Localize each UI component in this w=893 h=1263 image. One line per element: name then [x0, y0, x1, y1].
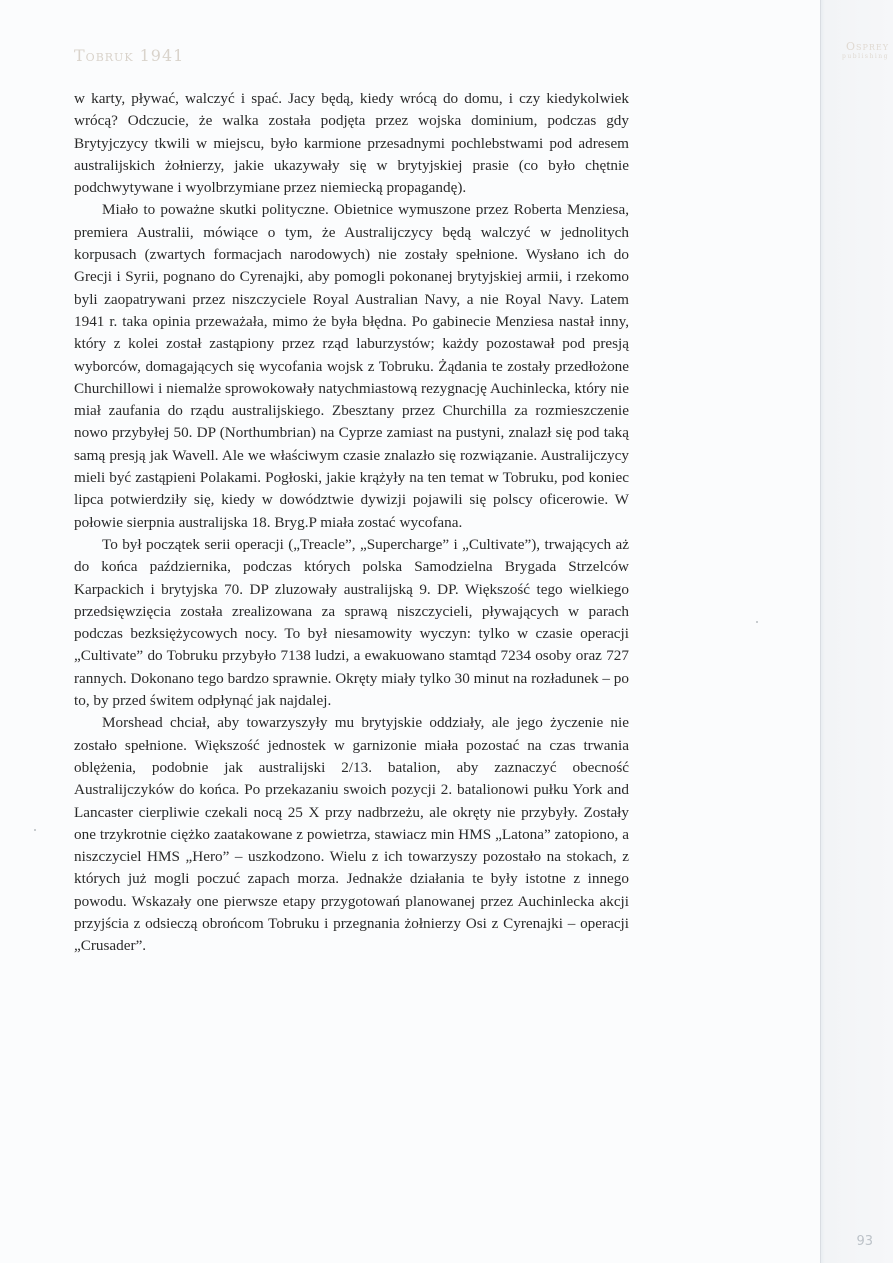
publisher-brand: Osprey: [845, 40, 889, 53]
paragraph-1: w karty, pływać, walczyć i spać. Jacy będą, kiedy wrócą do domu, i czy kiedykolwiek wrócą? Odczucie, że walka została podjęta przez wojska dominium, podczas gdy Brytyjczycy tkwili w miejscu, było karmione przesadnymi pochlebstwami pod adresem australijskich żołnierzy, jakie ukazywały się w brytyjskiej prasie (co było chętnie podchwytywane i wyolbrzymiane przez niemiecką propagandę).: [74, 90, 629, 197]
running-title: Tobruk 1941: [74, 46, 185, 65]
paragraph-2: Miało to poważne skutki polityczne. Obietnice wymuszone przez Roberta Menziesa, premiera Australii, mówiące o tym, że Australijczycy będą walczyć w jednolitych korpusach (zwartych formacjach narodowych) nie zostały spełnione. Wysłano ich do Grecji i Syrii, pognano do Cyrenajki, aby pomogli pokonanej brytyjskiej armii, i rzekomo byli zaopatrywani przez niszczyciele Royal Australian Navy, a nie Royal Navy. Latem 1941 r. taka opinia przeważała, mimo że była błędna. Po gabinecie Menziesa nastał inny, który z kolei został zastąpiony przez rząd laburzystów; każdy pozostawał pod presją wyborców, domagających się wycofania wojsk z Tobruku. Żądania te zostały przedłożone Churchillowi i niemalże sprowokowały natychmiastową rezygnację Auchinlecka, który nie miał zaufania do rządu australijskiego. Zbesztany przez Churchilla za rozmieszczenie nowo przybyłej 50. DP (Northumbrian) na Cyprze zamiast na pustyni, znalazł się pod taką samą presją jak Wavell. Ale we właściwym czasie znalazło się rozwiązanie. Australijczycy mieli być zastąpieni Polakami. Pogłoski, jakie krążyły na ten temat w Tobruku, pod koniec lipca potwierdziły się, kiedy w dowództwie dywizji pojawili się polscy oficerowie. W połowie sierpnia australijska 18. Bryg.P miała zostać wycofana.: [74, 201, 629, 531]
publisher-logo: [842, 40, 889, 60]
body-text: [74, 88, 629, 958]
scan-speck: [34, 829, 36, 831]
page-fold-margin: [820, 0, 893, 1263]
page-number: 93: [856, 1234, 873, 1249]
scan-speck: [756, 621, 758, 623]
publisher-sub: publishing: [842, 53, 889, 60]
paragraph-4: Morshead chciał, aby towarzyszyły mu brytyjskie oddziały, ale jego życzenie nie zostało spełnione. Większość jednostek w garnizonie miała pozostać na czas trwania oblężenia, podobnie jak australijski 2/13. batalion, aby zaznaczyć obecność Australijczyków do końca. Po przekazaniu swoich pozycji 2. batalionowi pułku York and Lancaster cierpliwie czekali nocą 25 X przy nadbrzeżu, ale okręty nie przybyły. Zostały one trzykrotnie ciężko zaatakowane z powietrza, stawiacz min HMS „Latona” zatopiono, a niszczyciel HMS „Hero” – uszkodzono. Wielu z ich towarzyszy pozostało na stokach, z których już mogli poczuć zapach morza. Jednakże działania te były istotne z innego powodu. Wskazały one pierwsze etapy przygotowań planowanej przez Auchinlecka akcji przyjścia z odsieczą obrońcom Tobruku i przegnania żołnierzy Osi z Cyrenajki – operacji „Crusader”.: [74, 714, 629, 955]
paragraph-3: To był początek serii operacji („Treacle”, „Supercharge” i „Cultivate”), trwających aż do końca października, podczas których polska Samodzielna Brygada Strzelców Karpackich i brytyjska 70. DP zluzowały australijską 9. DP. Większość tego wielkiego przedsięwzięcia została zrealizowana za sprawą niszczycieli, pływających w parach podczas bezksiężycowych nocy. To był niesamowity wyczyn: tylko w czasie operacji „Cultivate” do Tobruku przybyło 7138 ludzi, a ewakuowano stamtąd 7234 osoby oraz 727 rannych. Dokonano tego bardzo sprawnie. Okręty miały tylko 30 minut na rozładunek – po to, by przed świtem odpłynąć jak najdalej.: [74, 535, 629, 710]
